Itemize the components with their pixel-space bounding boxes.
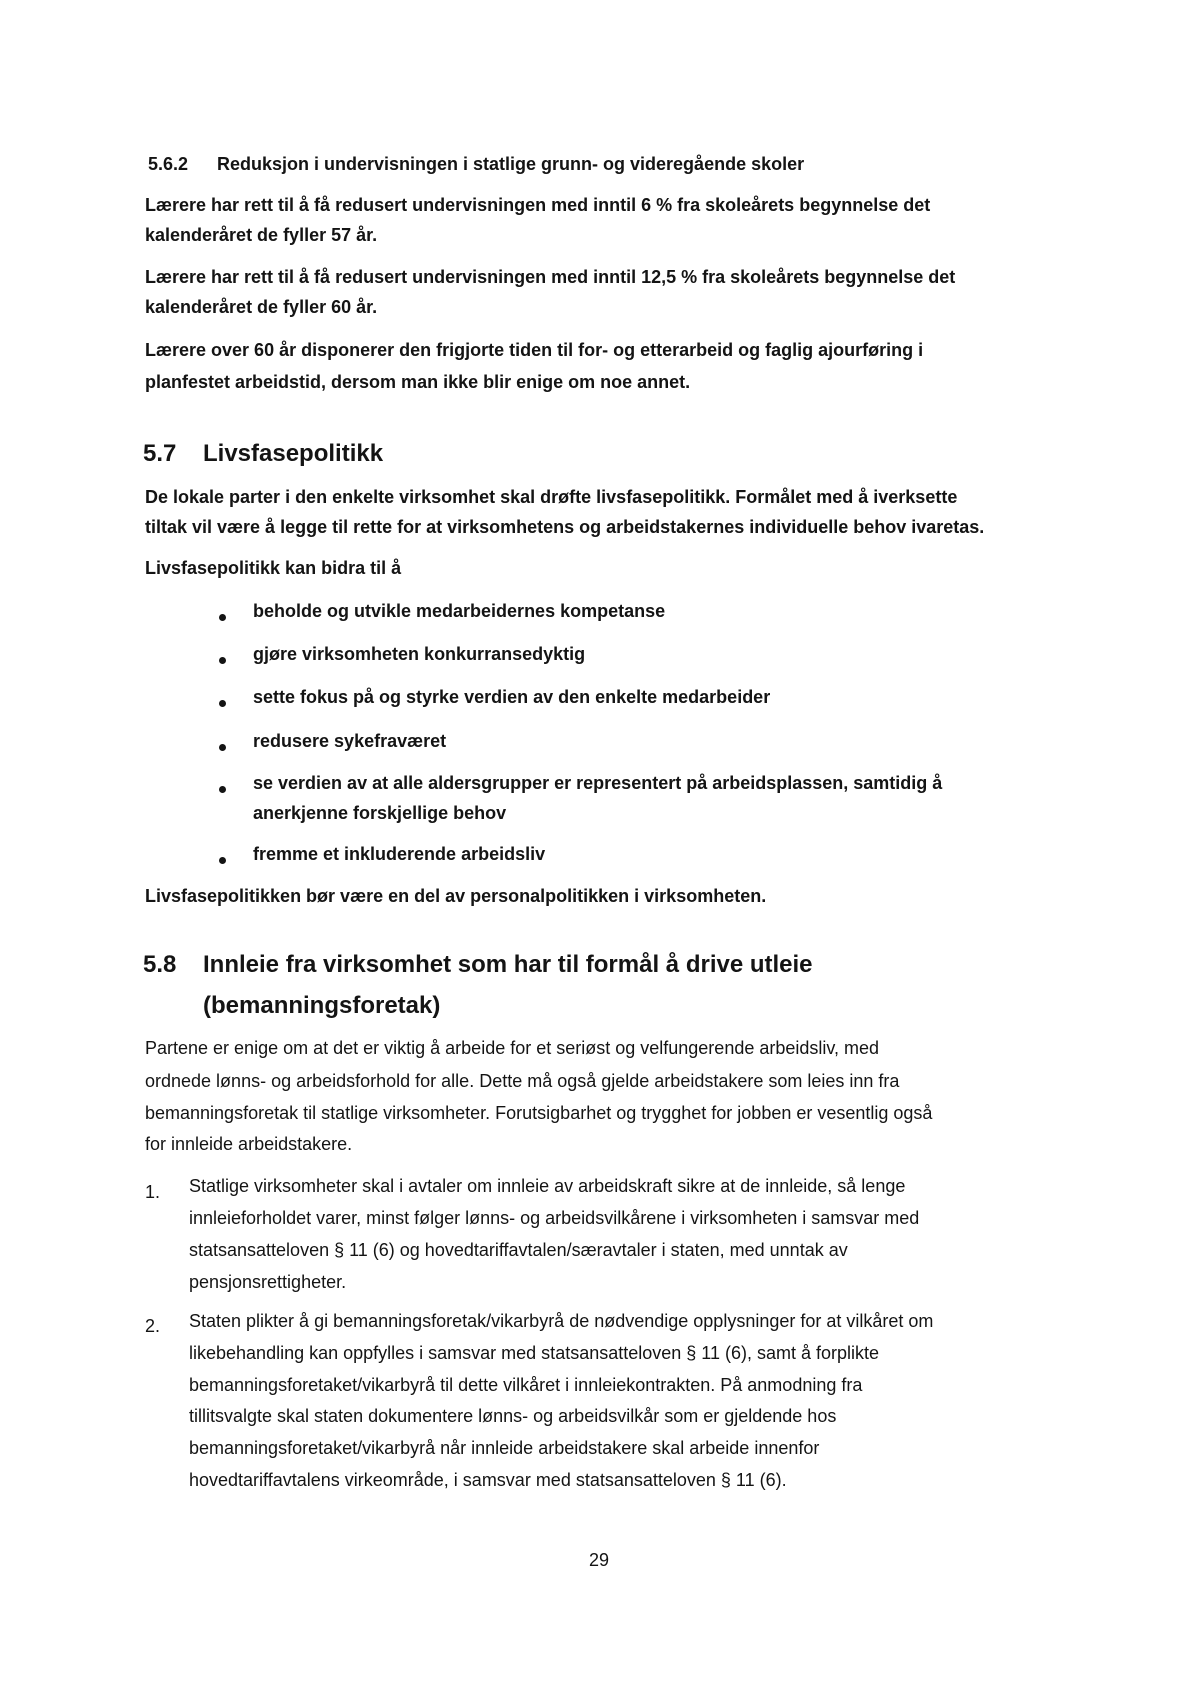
list-number: 1. xyxy=(145,1182,161,1202)
bullet-icon xyxy=(219,857,226,864)
list-item: redusere sykefraværet xyxy=(253,731,447,751)
section-number: 5.7 xyxy=(143,440,177,467)
numbered-item-line: bemanningsforetaket/vikarbyrå til dette vilkåret i innleiekontrakten. På anmodning fra xyxy=(189,1375,863,1395)
paragraph-line: planfestet arbeidstid, dersom man ikke blir enige om noe annet. xyxy=(145,372,691,392)
numbered-item-line: tillitsvalgte skal staten dokumentere lønns- og arbeidsvilkår som er gjeldende hos xyxy=(189,1406,837,1426)
paragraph-line: Livsfasepolitikken bør være en del av personalpolitikken i virksomheten. xyxy=(145,886,767,906)
list-item: beholde og utvikle medarbeidernes kompetanse xyxy=(253,601,666,621)
numbered-item-line: innleieforholdet varer, minst følger lønns- og arbeidsvilkårene i virksomheten i samsvar med xyxy=(189,1208,920,1228)
numbered-item-line: likebehandling kan oppfylles i samsvar med statsansatteloven § 11 (6), samt å forplikte xyxy=(189,1343,880,1363)
paragraph-line: Partene er enige om at det er viktig å arbeide for et seriøst og velfungerende arbeidsliv, med xyxy=(145,1038,880,1058)
paragraph-line: ordnede lønns- og arbeidsforhold for alle. Dette må også gjelde arbeidstakere som leies inn fra xyxy=(145,1071,900,1091)
list-item: gjøre virksomheten konkurransedyktig xyxy=(253,644,586,664)
numbered-item-line: hovedtariffavtalens virkeområde, i samsvar med statsansatteloven § 11 (6). xyxy=(189,1470,787,1490)
section-number: 5.8 xyxy=(143,951,177,978)
paragraph-line: kalenderåret de fyller 57 år. xyxy=(145,225,378,245)
paragraph-line: De lokale parter i den enkelte virksomhet skal drøfte livsfasepolitikk. Formålet med å iverksette xyxy=(145,487,958,507)
page-number: 29 xyxy=(589,1550,610,1570)
section-number: 5.6.2 xyxy=(148,154,189,174)
paragraph-line: Lærere over 60 år disponerer den frigjorte tiden til for- og etterarbeid og faglig ajourføring i xyxy=(145,340,924,360)
section-heading: Innleie fra virksomhet som har til formål å drive utleie xyxy=(203,951,813,978)
section-heading: Reduksjon i undervisningen i statlige grunn- og videregående skoler xyxy=(217,154,805,174)
numbered-item-line: Statlige virksomheter skal i avtaler om innleie av arbeidskraft sikre at de innleide, så lenge xyxy=(189,1176,906,1196)
list-item: fremme et inkluderende arbeidsliv xyxy=(253,844,546,864)
paragraph-line: bemanningsforetak til statlige virksomheter. Forutsigbarhet og trygghet for jobben er vesentlig også xyxy=(145,1103,933,1123)
list-item: sette fokus på og styrke verdien av den enkelte medarbeider xyxy=(253,687,771,707)
numbered-item-line: pensjonsrettigheter. xyxy=(189,1272,347,1292)
section-heading-continuation: (bemanningsforetak) xyxy=(203,992,441,1019)
list-number: 2. xyxy=(145,1316,161,1336)
list-intro: Livsfasepolitikk kan bidra til å xyxy=(145,558,402,578)
bullet-icon xyxy=(219,786,226,793)
paragraph-line: tiltak vil være å legge til rette for at virksomhetens og arbeidstakernes individuelle behov ivaretas. xyxy=(145,517,985,537)
list-item-continuation: anerkjenne forskjellige behov xyxy=(253,803,507,823)
numbered-item-line: statsansatteloven § 11 (6) og hovedtariffavtalen/særavtaler i staten, med unntak av xyxy=(189,1240,848,1260)
paragraph-line: kalenderåret de fyller 60 år. xyxy=(145,297,378,317)
numbered-item-line: bemanningsforetaket/vikarbyrå når innleide arbeidstakere skal arbeide innenfor xyxy=(189,1438,820,1458)
bullet-icon xyxy=(219,744,226,751)
paragraph-line: Lærere har rett til å få redusert undervisningen med inntil 12,5 % fra skoleårets begynnelse det xyxy=(145,267,956,287)
numbered-item-line: Staten plikter å gi bemanningsforetak/vikarbyrå de nødvendige opplysninger for at vilkåret om xyxy=(189,1311,934,1331)
paragraph-line: Lærere har rett til å få redusert undervisningen med inntil 6 % fra skoleårets begynnelse det xyxy=(145,195,931,215)
paragraph-line: for innleide arbeidstakere. xyxy=(145,1134,353,1154)
bullet-icon xyxy=(219,614,226,621)
bullet-icon xyxy=(219,657,226,664)
section-heading: Livsfasepolitikk xyxy=(203,440,384,467)
bullet-icon xyxy=(219,700,226,707)
list-item: se verdien av at alle aldersgrupper er representert på arbeidsplassen, samtidig å xyxy=(253,773,943,793)
